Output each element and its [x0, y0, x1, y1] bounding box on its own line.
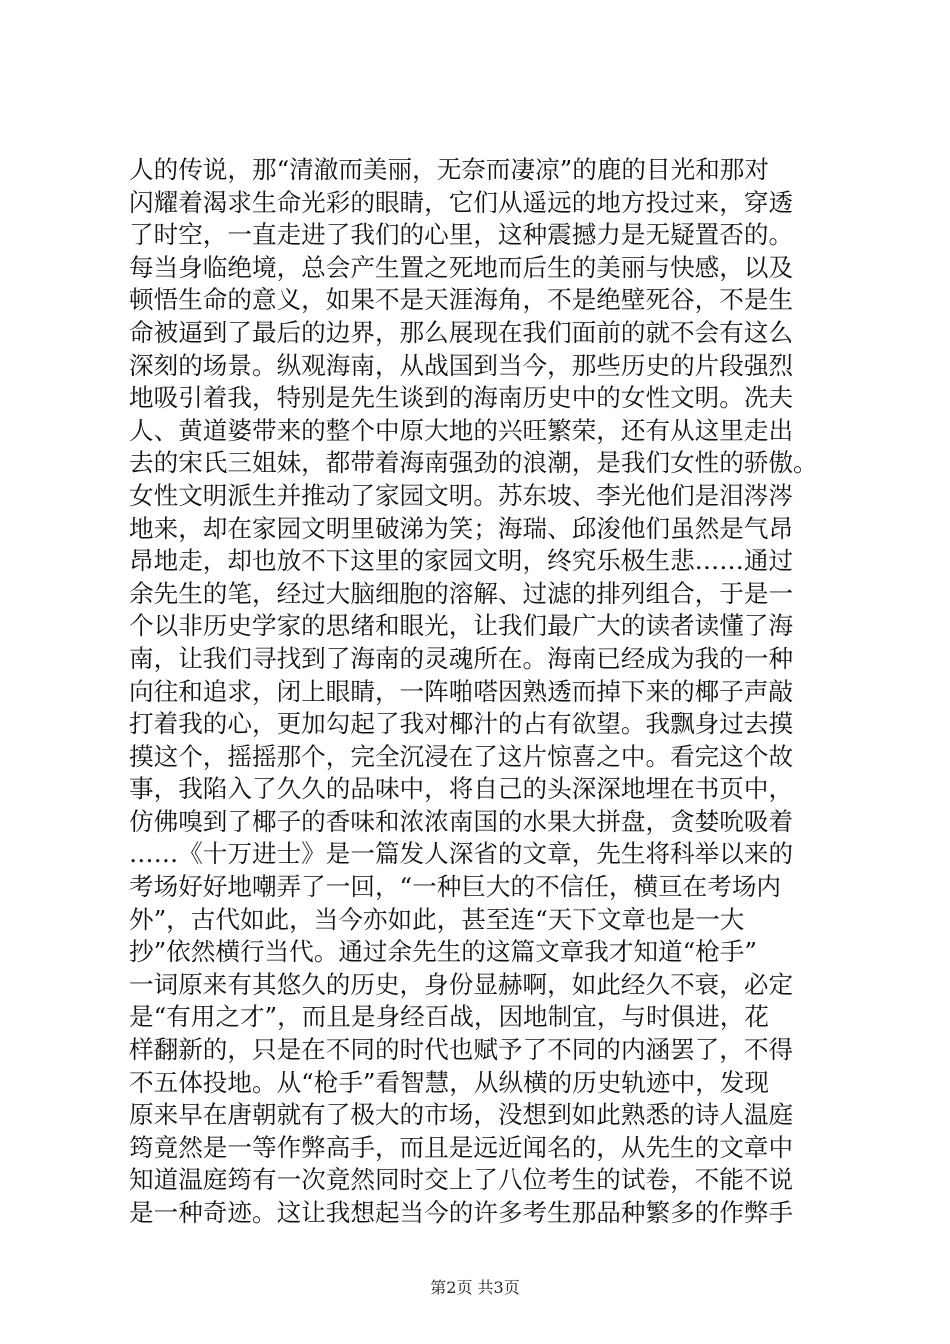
- text-line: 摸这个，摇摇那个，完全沉浸在了这片惊喜之中。看完这个故: [129, 741, 794, 771]
- text-line: 了时空，一直走进了我们的心里，这种震撼力是无疑置否的。: [129, 220, 794, 250]
- text-line: 命被逼到了最后的边界，那么展现在我们面前的就不会有这么: [129, 317, 794, 347]
- text-line: 人的传说，那“清澈而美丽，无奈而凄凉”的鹿的目光和那对: [129, 155, 769, 184]
- text-line: 知道温庭筠有一次竟然同时交上了八位考生的试卷，不能不说: [129, 1165, 794, 1195]
- text-line: 南，让我们寻找到了海南的灵魂所在。海南已经成为我的一种: [129, 643, 794, 673]
- text-line: 事，我陷入了久久的品味中，将自己的头深深地埋在书页中，: [129, 774, 794, 804]
- text-line: 深刻的场景。纵观海南，从战国到当今，那些历史的片段强烈: [129, 350, 794, 380]
- text-line: 每当身临绝境，总会产生置之死地而后生的美丽与快感，以及: [129, 252, 794, 282]
- text-line: 顿悟生命的意义，如果不是天涯海角，不是绝壁死谷，不是生: [129, 285, 794, 315]
- text-line: 是“有用之才”，而且是身经百战，因地制宜，与时俱进，花: [129, 1002, 769, 1032]
- text-line: 昂地走，却也放不下这里的家园文明，终究乐极生悲……通过: [129, 546, 794, 576]
- text-line: 人、黄道婆带来的整个中原大地的兴旺繁荣，还有从这里走出: [129, 415, 794, 445]
- text-line: 不五体投地。从“枪手”看智慧，从纵横的历史轨迹中，发现: [129, 1067, 769, 1097]
- text-line: 闪耀着渴求生命光彩的眼睛，它们从遥远的地方投过来，穿透: [129, 187, 794, 217]
- text-line: 考场好好地嘲弄了一回，“一种巨大的不信任，横亘在考场内: [129, 872, 782, 902]
- text-line: 筠竟然是一等作弊高手，而且是远近闻名的，从先生的文章中: [129, 1132, 794, 1162]
- text-line: 地来，却在家园文明里破涕为笑；海瑞、邱浚他们虽然是气昂: [129, 513, 794, 543]
- text-line: 向往和追求，闭上眼睛，一阵啪嗒因熟透而掉下来的椰子声敲: [129, 676, 794, 706]
- text-line: 个以非历史学家的思绪和眼光，让我们最广大的读者读懂了海: [129, 611, 794, 641]
- text-line: 去的宋氏三姐妹，都带着海南强劲的浪潮，是我们女性的骄傲。: [129, 448, 818, 478]
- text-line: 仿佛嗅到了椰子的香味和浓浓南国的水果大拼盘，贪婪吮吸着: [129, 806, 794, 836]
- text-line: 打着我的心，更加勾起了我对椰汁的占有欲望。我飘身过去摸: [129, 709, 794, 739]
- text-line: 一词原来有其悠久的历史，身份显赫啊，如此经久不衰，必定: [129, 969, 794, 999]
- text-line: 女性文明派生并推动了家园文明。苏东坡、李光他们是泪涔涔: [129, 480, 794, 510]
- text-line: 抄”依然横行当代。通过余先生的这篇文章我才知道“枪手”: [129, 937, 757, 967]
- text-line: 样翻新的，只是在不同的时代也赋予了不同的内涵罢了，不得: [129, 1035, 794, 1065]
- text-line: 是一种奇迹。这让我想起当今的许多考生那品种繁多的作弊手: [129, 1198, 794, 1227]
- text-line: 余先生的笔，经过大脑细胞的溶解、过滤的排列组合，于是一: [129, 578, 794, 608]
- text-line: ……《十万进士》是一篇发人深省的文章，先生将科举以来的: [129, 839, 794, 869]
- body-text: [129, 154, 829, 1230]
- text-line: 原来早在唐朝就有了极大的市场，没想到如此熟悉的诗人温庭: [129, 1100, 794, 1130]
- page-indicator: 第2页 共3页: [430, 1278, 520, 1297]
- text-line: 地吸引着我，特别是先生谈到的海南历史中的女性文明。冼夫: [129, 383, 794, 413]
- text-line: 外”，古代如此，当今亦如此，甚至连“天下文章也是一大: [129, 904, 745, 934]
